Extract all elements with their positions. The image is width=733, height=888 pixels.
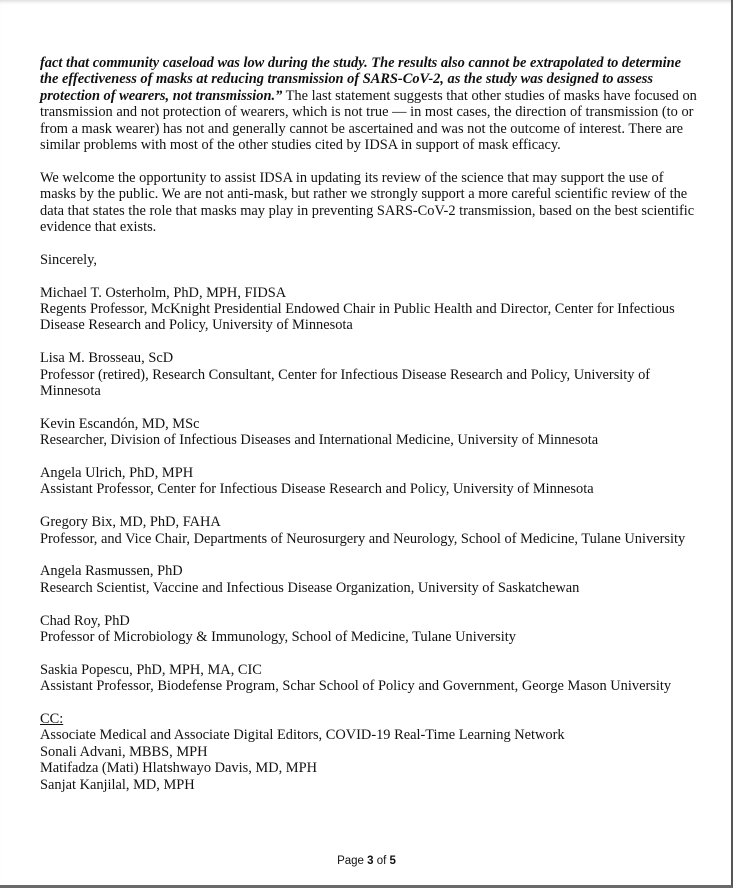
of-word: of <box>376 855 387 867</box>
page-footer <box>0 855 733 867</box>
cc-name: Sanjat Kanjilal, MD, MPH <box>40 776 195 793</box>
letter-body <box>40 55 700 810</box>
signatory-name: Angela Rasmussen, PhD <box>40 563 183 580</box>
signatory <box>40 613 700 646</box>
page-word: Page <box>337 855 364 867</box>
signatory-name: Chad Roy, PhD <box>40 612 130 629</box>
cc-section <box>40 711 700 793</box>
paragraph-critique <box>40 55 700 153</box>
signatory <box>40 662 700 695</box>
signatory-title: Research Scientist, Vaccine and Infectious Disease Organization, University of Saskatchewan <box>40 579 580 596</box>
cc-label: CC: <box>40 711 64 728</box>
signatory-title: Researcher, Division of Infectious Diseases and International Medicine, University of Minnesota <box>40 432 599 449</box>
paragraph-text: The last statement suggests that other studies of masks have focused on transmission and not protection of wearers, which is not true — in most cases, the direction of transmission (to or from a mask wearer) has not and generally cannot be ascertained and was not the outcome of interest. There are similar problems with most of the other studies cited by IDSA in support of mask efficacy. <box>40 87 697 154</box>
cc-names-list <box>40 744 700 793</box>
closing: Sincerely, <box>40 251 98 268</box>
signatory <box>40 563 700 596</box>
signatory-name: Saskia Popescu, PhD, MPH, MA, CIC <box>40 661 262 678</box>
signatory-title: Professor of Microbiology & Immunology, School of Medicine, Tulane University <box>40 629 516 646</box>
signatory <box>40 514 700 547</box>
signatory-title: Regents Professor, McKnight Presidential Endowed Chair in Public Health and Director, Center for Infectious Disease Research and Policy, University of Minnesota <box>40 301 675 334</box>
signatory <box>40 416 700 449</box>
signatory-title: Assistant Professor, Center for Infectious Disease Research and Policy, University of Minnesota <box>40 481 594 498</box>
cc-recipient: Associate Medical and Associate Digital Editors, COVID-19 Real-Time Learning Network <box>40 727 565 744</box>
signatory-title: Professor (retired), Research Consultant, Center for Infectious Disease Research and Policy, University of Minnesota <box>40 366 651 400</box>
quoted-text: fact that community caseload was low during the study. The results also cannot be extrapolated to determine the effectiveness of masks at reducing transmission of SARS-CoV-2, as the study was designed to assess protection of wearers, not transmission.” <box>40 55 682 104</box>
signatory-name: Kevin Escandón, MD, MSc <box>40 415 200 432</box>
signatory <box>40 285 700 334</box>
signatory-title: Professor, and Vice Chair, Departments of Neurosurgery and Neurology, School of Medicine, Tulane University <box>40 530 686 547</box>
signatory-title: Assistant Professor, Biodefense Program, Schar School of Policy and Government, George Mason University <box>40 678 672 695</box>
cc-name: Matifadza (Mati) Hlatshwayo Davis, MD, MPH <box>40 760 317 777</box>
signatory <box>40 465 700 498</box>
signatory-name: Lisa M. Brosseau, ScD <box>40 350 174 367</box>
signatory-name: Angela Ulrich, PhD, MPH <box>40 465 194 482</box>
cc-name: Sonali Advani, MBBS, MPH <box>40 743 208 760</box>
signatory <box>40 350 700 399</box>
current-page-number: 3 <box>367 855 374 867</box>
signatory-name: Gregory Bix, MD, PhD, FAHA <box>40 514 221 531</box>
paragraph-welcome: We welcome the opportunity to assist IDSA in updating its review of the science that may support the use of masks by the public. We are not anti-mask, but rather we strongly support a more careful scientific review of the data that states the role that masks may play in preventing SARS-CoV-2 transmission, based on the best scientific evidence that exists. <box>40 169 695 236</box>
total-pages-number: 5 <box>389 855 396 867</box>
signatory-name: Michael T. Osterholm, PhD, MPH, FIDSA <box>40 284 287 301</box>
